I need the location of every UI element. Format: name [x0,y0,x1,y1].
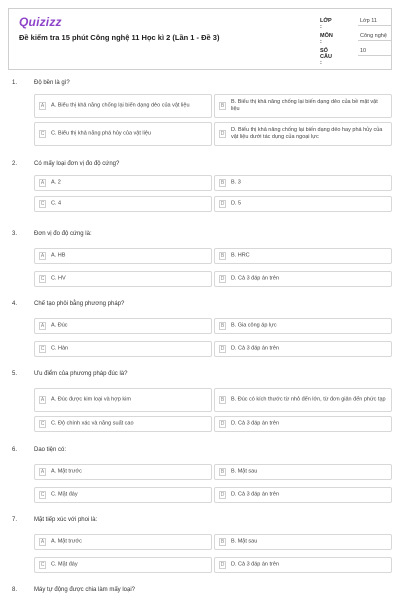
answer-option[interactable] [214,464,392,480]
question-number: 1. [12,80,18,86]
answer-option[interactable] [214,94,392,118]
option-letter: A [40,253,45,259]
option-letter: C [40,346,45,352]
option-letter: C [40,492,45,498]
option-text: B. Đúc có kích thước từ nhỏ đến lớn, từ đơn giản đến phức tạp [231,396,386,403]
option-text: B. Mặt sau [231,538,258,545]
question-text: Chế tạo phôi bằng phương pháp? [34,301,125,307]
answer-option[interactable] [34,557,212,573]
answer-option[interactable] [34,388,212,412]
option-letter: B [220,397,225,403]
answer-option[interactable] [34,271,212,287]
option-text: D. Cả 3 đáp án trên [231,561,280,568]
option-letter: B [220,323,225,329]
answer-option[interactable] [214,534,392,550]
answer-option[interactable] [214,557,392,573]
answer-option[interactable] [34,122,212,146]
quiz-title: Đề kiểm tra 15 phút Công nghệ 11 Học kì 2 (Lần 1 - Đề 3) [19,33,220,42]
answer-option[interactable] [34,487,212,503]
option-text: A. Đúc [51,322,68,329]
option-text: B. Biểu thị khả năng chống lại biến dạng dẻo của bề mặt vật liệu [231,99,378,112]
quizizz-logo: Quizizz [19,15,62,29]
question-text: Độ bền là gì? [34,80,70,86]
option-letter: D [220,562,225,568]
option-letter: A [40,539,45,545]
option-letter: B [220,103,225,109]
question-count-field[interactable]: 10 [358,46,392,56]
option-letter: B [220,253,225,259]
option-letter: D [220,346,225,352]
option-letter: D [220,421,225,427]
option-text: B. Mặt sau [231,468,258,475]
option-letter: A [40,469,45,475]
answer-option[interactable] [214,122,392,146]
answer-option[interactable] [214,388,392,412]
answer-option[interactable] [34,416,212,432]
option-text: D. 5 [231,200,242,207]
option-letter: A [40,323,45,329]
option-text: A. Mặt trước [51,538,82,545]
option-letter: A [40,397,45,403]
option-letter: B [220,539,225,545]
option-text: D. Cả 3 đáp án trên [231,275,280,282]
option-text: B. HRC [231,252,250,259]
worksheet-header [8,8,392,70]
option-text: C. Mặt đáy [51,561,78,568]
answer-option[interactable] [214,271,392,287]
option-text: C. HV [51,275,66,282]
answer-option[interactable] [34,534,212,550]
meta-label: LỚP : [320,18,332,30]
option-text: C. Độ chính xác và năng suất cao [51,420,134,427]
question-text: Mặt tiếp xúc với phoi là: [34,517,98,523]
question-text: Ưu điểm của phương pháp đúc là? [34,371,128,377]
question-number: 7. [12,517,18,523]
class-field[interactable]: Lớp 11 [358,16,392,26]
option-letter: D [220,276,225,282]
meta-label: MÔN : [320,33,333,45]
option-letter: B [220,180,225,186]
answer-option[interactable] [214,341,392,357]
option-text: D. Cả 3 đáp án trên [231,345,280,352]
answer-option[interactable] [34,318,212,334]
option-text: A. 2 [51,179,61,186]
option-text: D. Cả 3 đáp án trên [231,491,280,498]
option-letter: C [40,421,45,427]
answer-option[interactable] [34,94,212,118]
option-text: B. 3 [231,179,241,186]
question-number: 4. [12,301,18,307]
question-text: Dao tiện có: [34,447,67,453]
answer-option[interactable] [34,341,212,357]
answer-option[interactable] [214,196,392,212]
option-letter: C [40,201,45,207]
option-letter: C [40,562,45,568]
answer-option[interactable] [214,416,392,432]
option-letter: B [220,469,225,475]
question-number: 3. [12,231,18,237]
answer-option[interactable] [34,464,212,480]
option-text: A. Đúc được kim loại và hợp kim [51,396,131,403]
option-text: C. Mặt đáy [51,491,78,498]
answer-option[interactable] [34,175,212,191]
option-text: D. Cả 3 đáp án trên [231,420,280,427]
answer-option[interactable] [214,175,392,191]
option-text: C. 4 [51,200,62,207]
option-letter: D [220,201,225,207]
question-text: Máy tự động được chia làm mấy loại? [34,587,136,593]
question-number: 6. [12,447,18,453]
answer-option[interactable] [34,248,212,264]
option-letter: A [40,180,45,186]
option-text: C. Hàn [51,345,69,352]
answer-option[interactable] [214,487,392,503]
question-number: 5. [12,371,18,377]
option-text: A. Biểu thị khả năng chống lại biến dạng dẻo của vật liệu [51,102,190,109]
answer-option[interactable] [214,248,392,264]
question-text: Đơn vị đo độ cứng là: [34,231,92,237]
option-letter: D [220,131,225,137]
question-number: 8. [12,587,18,593]
option-text: A. Mặt trước [51,468,82,475]
option-text: A. HB [51,252,66,259]
option-letter: C [40,276,45,282]
question-text: Có mấy loại đơn vị đo độ cứng? [34,161,120,167]
subject-field[interactable]: Công nghệ [358,31,392,41]
option-text: B. Gia công áp lực [231,322,277,329]
option-letter: C [40,131,45,137]
option-text: C. Biểu thị khả năng phá hủy của vật liệu [51,130,151,137]
option-letter: A [40,103,45,109]
answer-option[interactable] [34,196,212,212]
question-number: 2. [12,161,18,167]
answer-option[interactable] [214,318,392,334]
meta-label: SỐ CÂU : [320,48,332,66]
option-letter: D [220,492,225,498]
option-text: D. Biểu thị khả năng chống lại biến dạng dẻo hay phá hủy của vật liệu dưới tác dụng của ngoại lực [231,127,383,140]
